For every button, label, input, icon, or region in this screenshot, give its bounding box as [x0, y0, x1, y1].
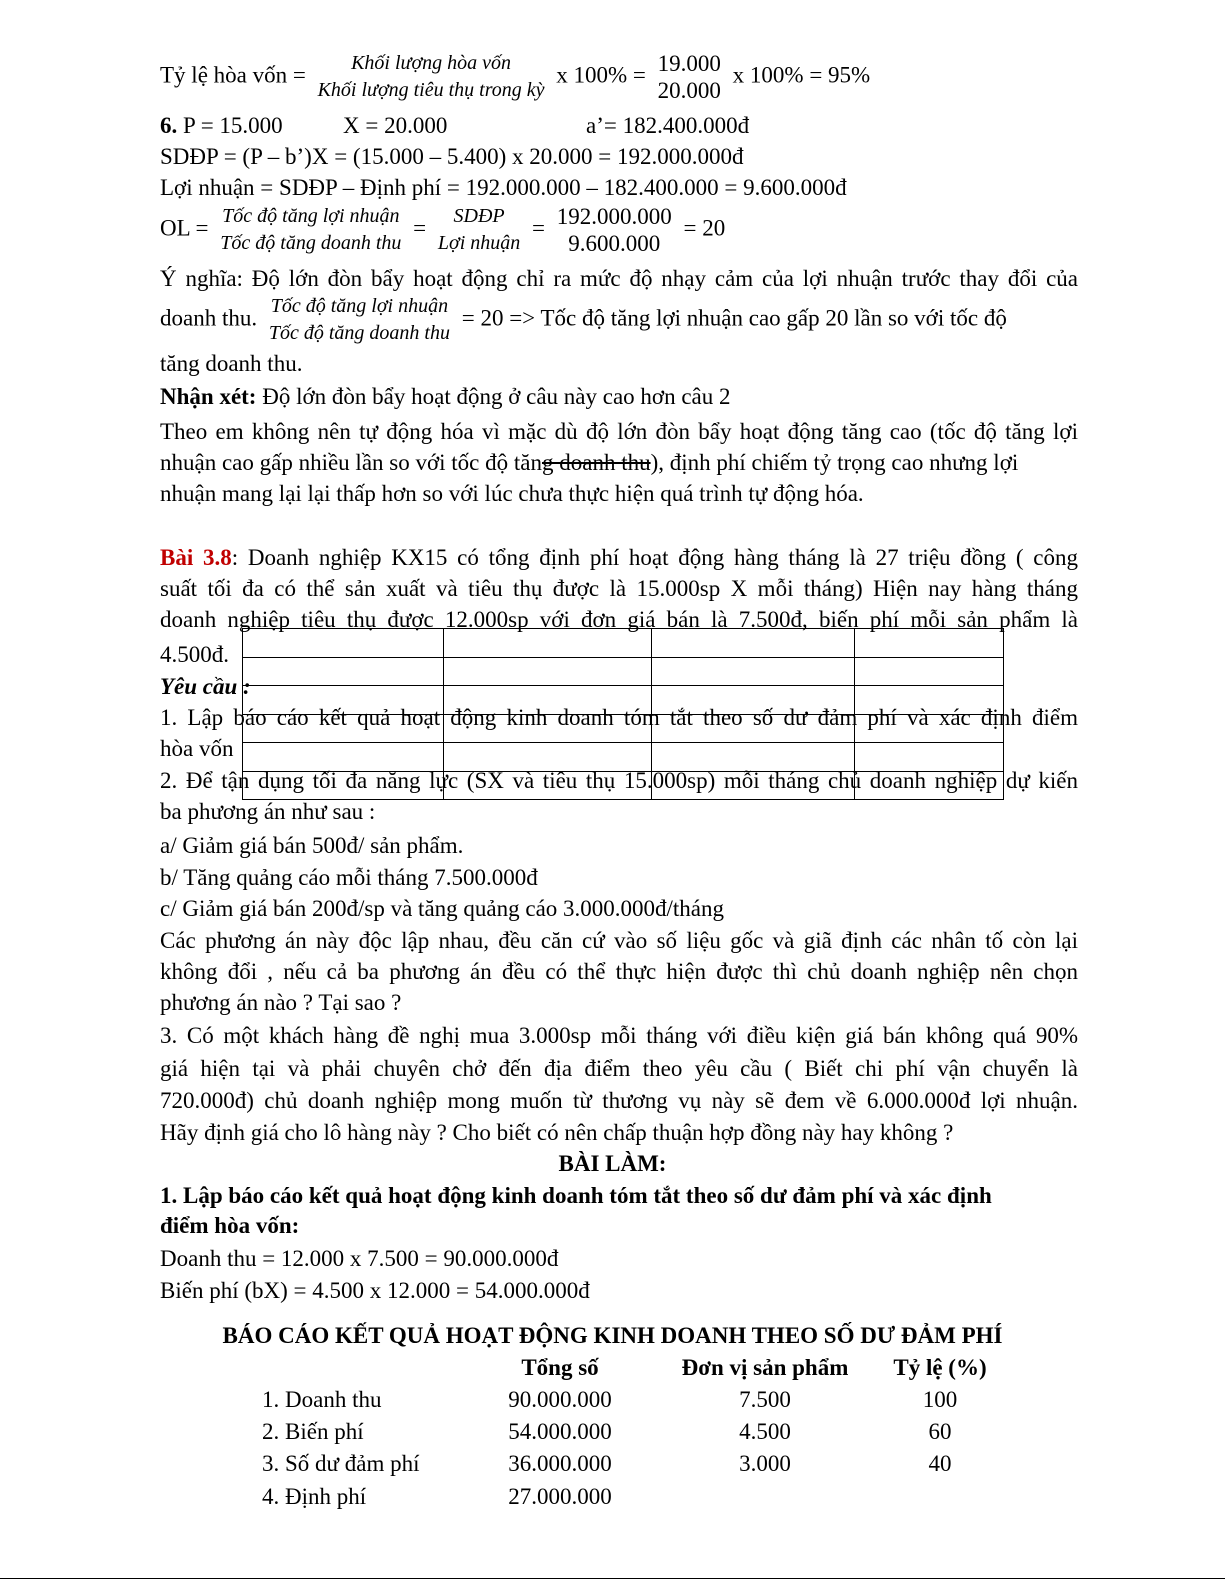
fraction-denominator: Tốc độ tăng doanh thu — [268, 322, 450, 344]
exercise-line-3: doanh nghiệp tiêu thụ được 12.000sp với đơn giá bán là 7.500đ, biến phí mỗi sản phẩm là — [160, 607, 1078, 632]
option-c: c/ Giảm giá bán 200đ/sp và tăng quảng cáo 3.000.000đ/tháng — [160, 896, 725, 921]
fraction-numerator: SDĐP — [453, 205, 505, 227]
fraction-values — [656, 50, 723, 104]
requirement-2-line-2: ba phương án như sau : — [160, 799, 376, 824]
exercise-line-4: 4.500đ. — [160, 642, 229, 667]
fraction-ol-3 — [555, 203, 674, 257]
report-row-ratio: 60 — [928, 1419, 952, 1444]
report-row-label: 4. Định phí — [262, 1484, 367, 1509]
fraction-denominator: 20.000 — [657, 78, 721, 103]
report-header-total: Tổng số — [521, 1355, 599, 1380]
report-title: BÁO CÁO KẾT QUẢ HOẠT ĐỘNG KINH DOANH THEO SỐ DƯ ĐẢM PHÍ — [222, 1323, 1003, 1348]
exercise-title: Bài 3.8 — [160, 545, 232, 570]
report-header-unit: Đơn vị sản phẩm — [681, 1355, 849, 1380]
opinion-struck-text: g doanh thu — [541, 450, 651, 475]
remark-text: Độ lớn đòn bẩy hoạt động ở câu này cao hơn câu 2 — [256, 384, 731, 409]
formula-result: x 100% = 95% — [732, 62, 871, 88]
independence-line-2: không đổi , nếu cả ba phương án đều có thể thực hiện được thì chủ doanh nghiệp nên chọn — [160, 959, 1078, 984]
meaning-line-2 — [160, 293, 1007, 347]
fraction-denominator: 9.600.000 — [568, 231, 661, 256]
report-row-total: 36.000.000 — [508, 1451, 612, 1476]
solution-heading: BÀI LÀM: — [558, 1151, 667, 1176]
ol-lhs: OL = — [160, 215, 209, 241]
opinion-line-1: Theo em không nên tự động hóa vì mặc dù độ lớn đòn bẩy hoạt động tăng cao (tốc độ tăng lợi — [160, 419, 1078, 444]
report-row-label: 2. Biến phí — [262, 1419, 364, 1444]
report-row-ratio: 100 — [922, 1387, 958, 1412]
meaning-text-a: doanh thu. — [160, 305, 258, 331]
q6-a: a’= 182.400.000đ — [586, 113, 750, 138]
operating-leverage-formula — [160, 203, 725, 257]
equals-sign: = — [413, 215, 427, 241]
report-row-unit: 3.000 — [739, 1451, 791, 1476]
breakeven-ratio-formula — [160, 50, 870, 104]
fraction-denominator: Lợi nhuận — [437, 232, 521, 254]
requirement-1-line-2: hòa vốn — [160, 736, 234, 761]
report-row-total: 54.000.000 — [508, 1419, 612, 1444]
formula-mid: x 100% = — [556, 62, 646, 88]
ol-result: = 20 — [683, 215, 726, 241]
report-row-total: 27.000.000 — [508, 1484, 612, 1509]
fraction-denominator: Tốc độ tăng doanh thu — [220, 232, 402, 254]
q6-given — [160, 112, 283, 140]
exercise-line-2: suất tối đa có thể sản xuất và tiêu thụ được là 15.000sp X mỗi tháng) Hiện nay hàng tháng — [160, 576, 1078, 601]
report-header-ratio: Tỷ lệ (%) — [893, 1355, 987, 1380]
fraction-numerator: Tốc độ tăng lợi nhuận — [222, 205, 400, 227]
requirement-1-line-1: 1. Lập báo cáo kết quả hoạt động kinh doanh tóm tắt theo số dư đảm phí và xác định điểm — [160, 705, 1078, 730]
q6-x: X = 20.000 — [343, 113, 448, 138]
variable-cost-calc: Biến phí (bX) = 4.500 x 12.000 = 54.000.000đ — [160, 1278, 590, 1303]
equals-sign: = — [532, 215, 545, 241]
opinion-line-3: nhuận mang lại lại thấp hơn so với lúc chưa thực hiện quá trình tự động hóa. — [160, 481, 864, 506]
requirements-label: Yêu cầu : — [160, 674, 251, 699]
report-row-label: 3. Số dư đảm phí — [262, 1451, 420, 1476]
opinion-line-2 — [160, 449, 1018, 477]
requirement-3-line-3: 720.000đ) chủ doanh nghiệp mong muốn từ thương vụ này sẽ đem về 6.000.000đ lợi nhuận. — [160, 1088, 1078, 1113]
exercise-text: : Doanh nghiệp KX15 có tổng định phí hoạt động hàng tháng là 27 triệu đồng ( công — [231, 545, 1078, 570]
report-row-total: 90.000.000 — [508, 1387, 612, 1412]
fraction-breakeven — [316, 50, 547, 104]
fraction-denominator: Khối lượng tiêu thụ trong kỳ — [317, 79, 545, 101]
fraction-ol-1 — [218, 203, 403, 257]
requirement-3-line-1: 3. Có một khách hàng đề nghị mua 3.000sp mỗi tháng với điều kiện giá bán không quá 90% — [160, 1023, 1078, 1048]
fraction-numerator: Tốc độ tăng lợi nhuận — [270, 295, 449, 317]
q6-p: P = 15.000 — [183, 113, 283, 138]
report-row-unit: 7.500 — [739, 1387, 791, 1412]
remark-label: Nhận xét: — [160, 384, 257, 409]
opinion-text-b: ), định phí chiếm tỷ trọng cao nhưng lợi — [650, 450, 1019, 475]
solution-1-heading-line-2: điểm hòa vốn: — [160, 1213, 300, 1238]
page-bottom-rule — [0, 1578, 1225, 1579]
option-a: a/ Giảm giá bán 500đ/ sản phẩm. — [160, 833, 464, 858]
fraction-meaning — [267, 293, 452, 347]
solution-1-heading-line-1: 1. Lập báo cáo kết quả hoạt động kinh doanh tóm tắt theo số dư đảm phí và xác định — [160, 1183, 992, 1208]
exercise-line-1 — [160, 544, 1078, 572]
report-row-label: 1. Doanh thu — [262, 1387, 382, 1412]
fraction-numerator: 19.000 — [657, 51, 721, 76]
fraction-ol-2 — [436, 203, 522, 257]
opinion-text-a: nhuận cao gấp nhiều lần so với tốc độ tăn — [160, 450, 542, 475]
requirement-3-line-2: giá hiện tại và phải chuyên chở đến địa điểm theo yêu cầu ( Biết chi phí vận chuyển là — [160, 1056, 1078, 1081]
requirement-2-line-1: 2. Để tận dụng tối đa năng lực (SX và tiêu thụ 15.000sp) mỗi tháng chủ doanh nghiệp dự kiến — [160, 768, 1078, 793]
revenue-calc: Doanh thu = 12.000 x 7.500 = 90.000.000đ — [160, 1246, 559, 1271]
option-b: b/ Tăng quảng cáo mỗi tháng 7.500.000đ — [160, 865, 538, 890]
q6-label: 6. — [160, 113, 178, 138]
report-row-ratio: 40 — [928, 1451, 952, 1476]
fraction-numerator: 192.000.000 — [556, 204, 672, 229]
independence-line-3: phương án nào ? Tại sao ? — [160, 990, 402, 1015]
q6-sddp: SDĐP = (P – b’)X = (15.000 – 5.400) x 20.000 = 192.000.000đ — [160, 144, 744, 169]
formula-lhs: Tỷ lệ hòa vốn = — [160, 62, 306, 88]
meaning-line-3: tăng doanh thu. — [160, 351, 303, 376]
remark — [160, 383, 731, 411]
fraction-numerator: Khối lượng hòa vốn — [351, 52, 511, 74]
report-row-unit: 4.500 — [739, 1419, 791, 1444]
q6-profit: Lợi nhuận = SDĐP – Định phí = 192.000.000 – 182.400.000 = 9.600.000đ — [160, 175, 847, 200]
meaning-text-b: = 20 => Tốc độ tăng lợi nhuận cao gấp 20 lần so với tốc độ — [461, 305, 1007, 331]
independence-line-1: Các phương án này độc lập nhau, đều căn cứ vào số liệu gốc và giã định các nhân tố còn lại — [160, 928, 1078, 953]
requirement-3-line-4: Hãy định giá cho lô hàng này ? Cho biết có nên chấp thuận hợp đồng này hay không ? — [160, 1120, 954, 1145]
meaning-line-1: Ý nghĩa: Độ lớn đòn bẩy hoạt động chỉ ra mức độ nhạy cảm của lợi nhuận trước thay đổi của — [160, 266, 1078, 291]
